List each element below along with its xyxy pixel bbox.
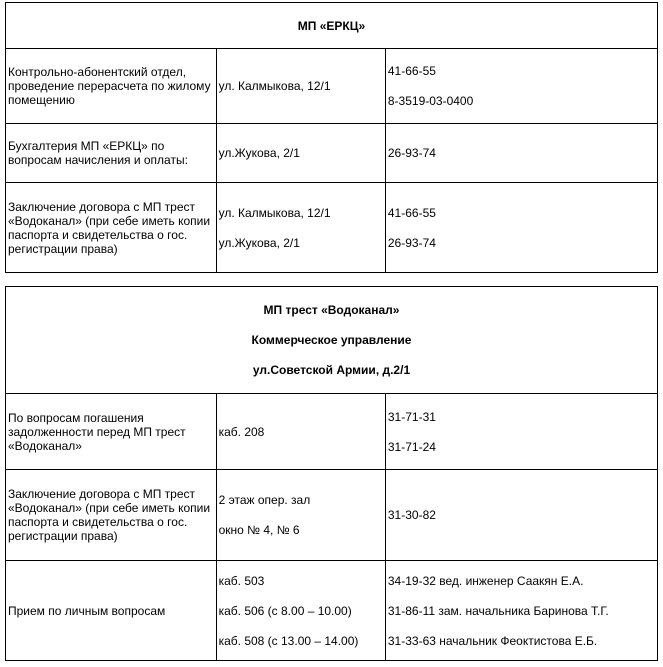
address-cell [216, 49, 385, 124]
address-line: ул.Жукова, 2/1 [218, 146, 300, 160]
phone-line: 31-71-31 [387, 409, 436, 424]
phone-line: 34-19-32 вед. инженер Саакян Е.А. [387, 573, 584, 588]
phone-cell [385, 394, 657, 470]
address-line: каб. 503 [218, 573, 265, 588]
phone-cell [385, 124, 657, 183]
erkc-table-title [6, 3, 658, 49]
vodokanal-contacts-table [5, 286, 658, 661]
address-cell [216, 394, 385, 470]
phone-line: 31-71-24 [387, 439, 436, 454]
erkc-title-text: МП «ЕРКЦ» [297, 18, 366, 33]
phone-line: 31-30-82 [387, 508, 436, 522]
phone-cell [385, 470, 657, 561]
phone-line: 8-3519-03-0400 [387, 94, 474, 108]
title-line: Коммерческое управление [251, 333, 412, 347]
address-line: ул. Калмыкова, 12/1 [218, 205, 331, 220]
table-row [6, 183, 658, 273]
address-line: ул.Жукова, 2/1 [218, 235, 300, 250]
address-cell [216, 561, 385, 661]
address-cell [216, 183, 385, 273]
table-row [6, 49, 658, 124]
address-line: ул. Калмыкова, 12/1 [218, 79, 331, 93]
service-description: Прием по личным вопросам [6, 561, 217, 661]
phone-line: 26-93-74 [387, 146, 436, 160]
address-line: каб. 208 [218, 424, 265, 439]
phone-line: 41-66-55 [387, 205, 436, 220]
service-description: Заключение договора с МП трест «Водоканал» (при себе иметь копии паспорта и свидетельства о гос. регистрации права) [6, 183, 217, 273]
phone-cell [385, 561, 657, 661]
table-row [6, 394, 658, 470]
phone-cell [385, 183, 657, 273]
service-description: Заключение договора с МП трест «Водоканал» (при себе иметь копии паспорта и свидетельства о гос. регистрации права) [6, 470, 217, 561]
address-line: каб. 508 (с 13.00 – 14.00) [218, 633, 359, 648]
table-row [6, 470, 658, 561]
phone-cell [385, 49, 657, 124]
erkc-contacts-table [5, 2, 658, 273]
address-line: окно № 4, № 6 [218, 523, 300, 537]
address-cell [216, 470, 385, 561]
table-row [6, 561, 658, 661]
title-line: ул.Советской Армии, д.2/1 [252, 363, 411, 377]
address-line: 2 этаж опер. зал [218, 493, 311, 507]
address-line: каб. 506 (с 8.00 – 10.00) [218, 603, 352, 618]
service-description: Контрольно-абонентский отдел, проведение перерасчета по жилому помещению [6, 49, 217, 124]
service-description: Бухгалтерия МП «ЕРКЦ» по вопросам начисления и оплаты: [6, 124, 217, 183]
vodokanal-table-title [6, 287, 658, 394]
phone-line: 31-33-63 начальник Феоктистова Е.Б. [387, 633, 598, 648]
service-description: По вопросам погашения задолженности перед МП трест «Водоканал» [6, 394, 217, 470]
title-line: МП трест «Водоканал» [263, 303, 400, 317]
phone-line: 26-93-74 [387, 235, 436, 250]
address-cell [216, 124, 385, 183]
phone-line: 41-66-55 [387, 64, 436, 78]
phone-line: 31-86-11 зам. начальника Баринова Т.Г. [387, 603, 609, 618]
table-row [6, 124, 658, 183]
